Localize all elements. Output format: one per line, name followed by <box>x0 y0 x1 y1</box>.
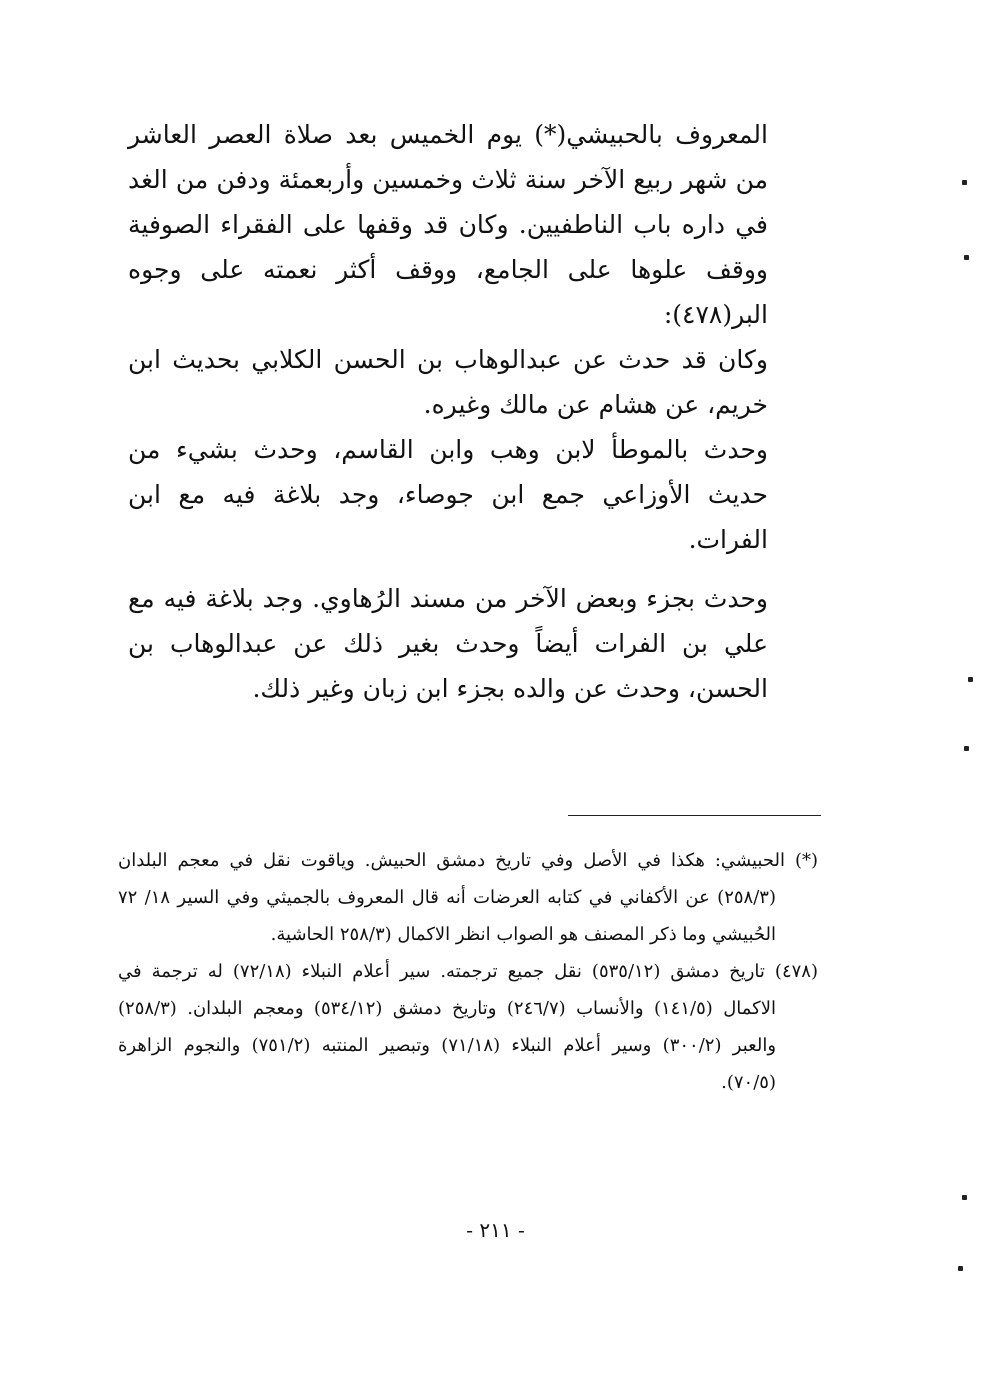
page-number: - ٢١١ - <box>466 1218 525 1242</box>
scan-speck <box>962 180 967 185</box>
scan-speck <box>964 746 969 751</box>
footnote-divider <box>568 815 821 816</box>
footnote-asterisk: (*) الحبيشي: هكذا في الأصل وفي تاريخ دمشق الحبيش. وياقوت نقل في معجم البلدان (٢٥٨/٣) عن الأكفاني في كتابه العرضات أنه قال المعروف بالجميثي وفي السير ١٨/ ٧٢ الحُبيشي وما ذكر المصنف هو الصواب انظر الاكمال (٢٥٨/٣ الحاشية. <box>118 850 818 945</box>
paragraph-3: وحدث بالموطأ لابن وهب وابن القاسم، وحدث بشيء من حديث الأوزاعي جمع ابن جوصاء، وجد بلاغة فيه مع ابن الفرات. <box>128 435 768 554</box>
scan-speck <box>958 1266 963 1271</box>
paragraph-1: المعروف بالحبيشي(*) يوم الخميس بعد صلاة العصر العاشر من شهر ربيع الآخر سنة ثلاث وخمسين وأربعمئة ودفن من الغد في داره باب الناطفيين. وكان قد وقفها على الفقراء الصوفية ووقف علوها على الجامع، ووقف أكثر نعمته على وجوه البر(٤٧٨): <box>128 120 768 329</box>
main-text-body <box>128 112 768 711</box>
scan-speck <box>964 255 969 260</box>
paragraph-2: وكان قد حدث عن عبدالوهاب بن الحسن الكلابي بحديث ابن خريم، عن هشام عن مالك وغيره. <box>128 345 768 419</box>
scan-speck <box>962 1195 967 1200</box>
footnote-478: (٤٧٨) تاريخ دمشق (٥٣٥/١٢) نقل جميع ترجمته. سير أعلام النبلاء (٧٢/١٨) له ترجمة في الاكمال (١٤١/٥) والأنساب (٢٤٦/٧) وتاريخ دمشق (٥٣٤/١٢) ومعجم البلدان. (٢٥٨/٣) والعبر (٣٠٠/٢) وسير أعلام النبلاء (٧١/١٨) وتبصير المنتبه (٧٥١/٢) والنجوم الزاهرة (٧٠/٥). <box>118 961 818 1093</box>
footnotes-section <box>118 842 818 1101</box>
scan-speck <box>968 677 973 682</box>
paragraph-4: وحدث بجزء وبعض الآخر من مسند الرُهاوي. وجد بلاغة فيه مع علي بن الفرات أيضاً وحدث بغير ذلك عن عبدالوهاب بن الحسن، وحدث عن والده بجزء ابن زبان وغير ذلك. <box>128 584 768 703</box>
